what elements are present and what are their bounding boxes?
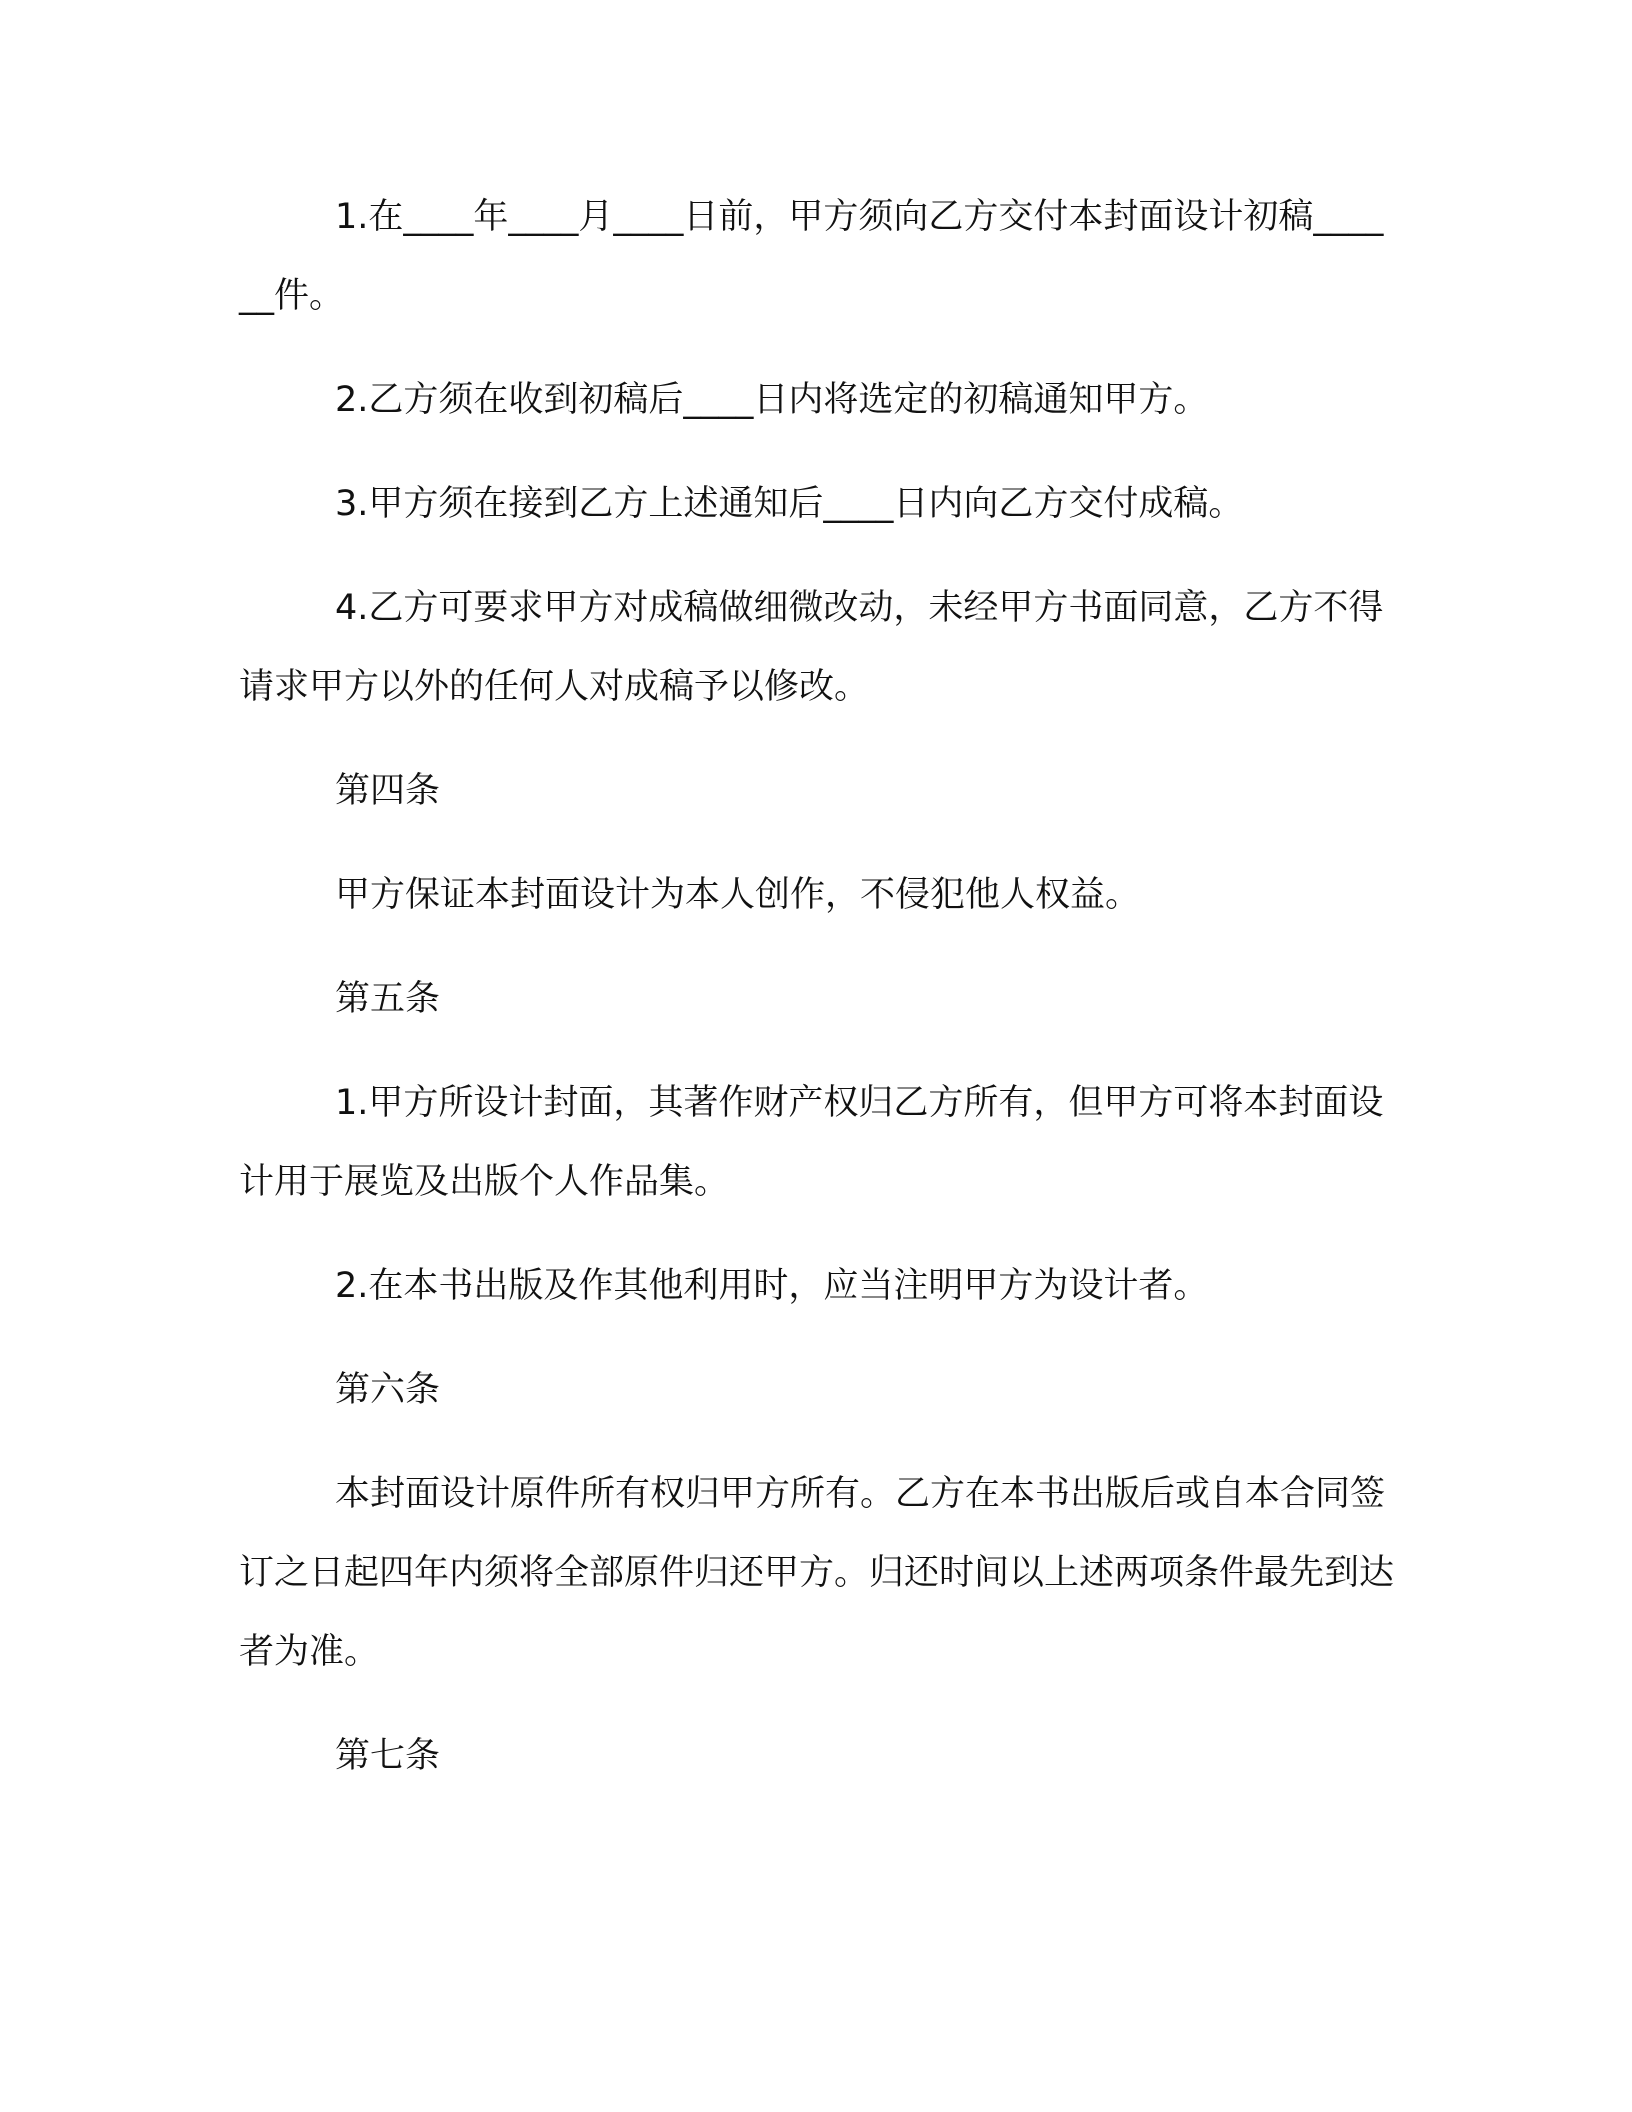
document-body xyxy=(239,178,1399,1821)
clause-paragraph: 4.乙方可要求甲方对成稿做细微改动，未经甲方书面同意，乙方不得请求甲方以外的任何人对成稿予以修改。 xyxy=(239,588,1384,707)
clause-paragraph: 3.甲方须在接到乙方上述通知后____日内向乙方交付成稿。 xyxy=(335,484,1244,524)
clause-paragraph: 本封面设计原件所有权归甲方所有。乙方在本书出版后或自本合同签订之日起四年内须将全部原件归还甲方。归还时间以上述两项条件最先到达者为准。 xyxy=(239,1474,1395,1672)
clause-paragraph: 1.甲方所设计封面，其著作财产权归乙方所有，但甲方可将本封面设计用于展览及出版个人作品集。 xyxy=(239,1083,1384,1202)
article-heading: 第四条 xyxy=(335,771,441,811)
clause-paragraph: 甲方保证本封面设计为本人创作，不侵犯他人权益。 xyxy=(335,875,1141,915)
clause-paragraph: 2.在本书出版及作其他利用时，应当注明甲方为设计者。 xyxy=(335,1266,1209,1306)
article-heading: 第五条 xyxy=(335,979,441,1019)
clause-paragraph: 2.乙方须在收到初稿后____日内将选定的初稿通知甲方。 xyxy=(335,380,1209,420)
article-heading: 第七条 xyxy=(335,1736,441,1776)
clause-paragraph: 1.在____年____月____日前，甲方须向乙方交付本封面设计初稿______件。 xyxy=(239,197,1384,316)
article-heading: 第六条 xyxy=(335,1370,441,1410)
